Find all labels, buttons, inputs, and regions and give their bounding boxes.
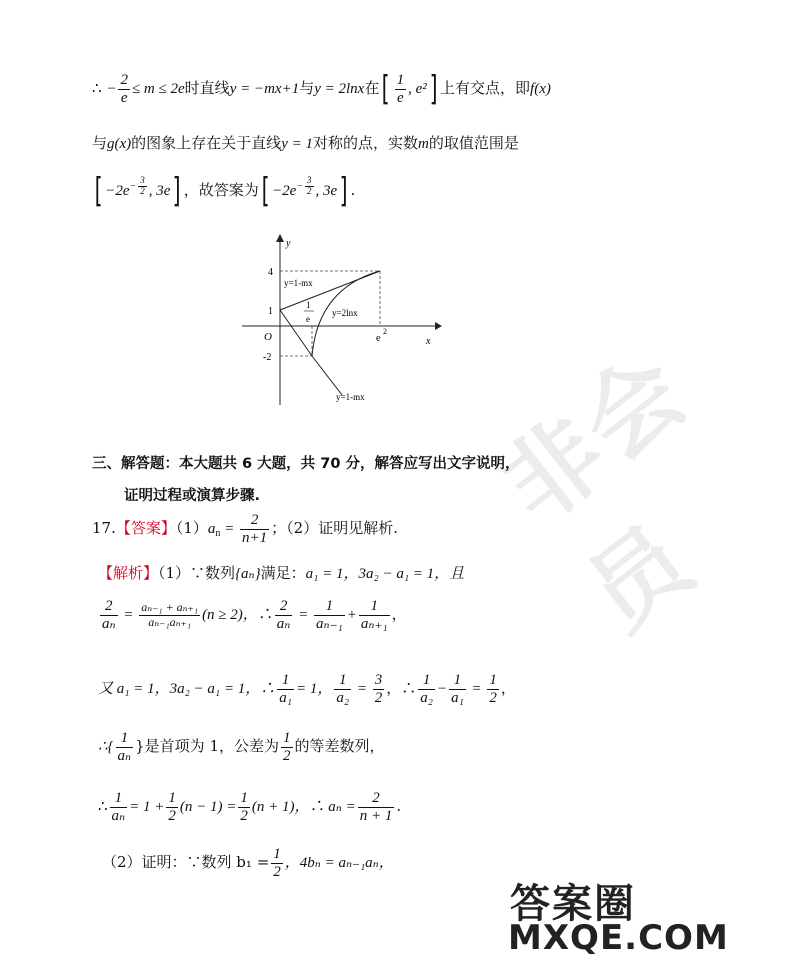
function-graph (230, 230, 450, 410)
site-logo (506, 872, 729, 964)
section-heading: 三、解答题：本大题共 6 大题，共 70 分，解答应写出文字说明， (92, 456, 520, 472)
analysis-line-5: ∴ $\frac{1}{\text{aₙ}}$ = 1 + $\frac{1}{2}$ (n − 1) = $\frac{1}{2}$ (n + 1)，∴ aₙ = $\frac{2}{n + 1}$ . (98, 790, 402, 824)
section-heading-cont: 证明过程或演算步骤. (124, 488, 261, 504)
analysis-line-2: $\frac{2}{\text{aₙ}}$ = $\frac{\text{aₙ₋₁ + aₙ₊₁}}{\text{aₙ₋₁aₙ₊₁}}$ (n ≥ 2)，∴ $\frac{2}{\text{aₙ}}$ = $\frac{1}{\text{aₙ₋₁}}$ + $\frac{1}{\text{aₙ₊₁}}$ ， (102, 598, 407, 632)
svg-text:y: y (286, 238, 291, 249)
svg-text:2: 2 (383, 327, 387, 336)
intro-line-3: [ $-2e^{- \frac{3}{2}}$ , 3e] ，故答案为[ $-2e^{- \frac{3}{2}}$ , 3e] . (94, 171, 356, 211)
answer-tag: 【答案】 (115, 519, 176, 537)
svg-text:e: e (376, 333, 381, 344)
analysis-line-4: ∴{ $\frac{1}{\text{aₙ}}$ }是首项为 1，公差为 $\frac{1}{2}$ 的等差数列， (98, 730, 385, 764)
logo-text: 答案圈 (510, 881, 636, 927)
svg-text:y=2lnx: y=2lnx (332, 308, 358, 318)
q17-answer: 17.【答案】$(1)a_n$ = $\frac{2}{n+1}$ ；（2）证明见解析. (92, 512, 398, 546)
svg-text:1: 1 (268, 306, 273, 317)
svg-text:1: 1 (306, 300, 311, 310)
analysis-line-6: （2）证明：∵数列 b₁ = $\frac{1}{2}$ ，4bₙ = aₙ₋₁aₙ， (102, 846, 394, 880)
analysis-line-3: 又 a₁ = 1，3a₂ − a₁ = 1，∴ $\frac{1}{\text{a₁}}$ = 1， $\frac{1}{\text{a₂}}$ = $\frac{3}{2}$ ，∴ $\frac{1}{\text{a₂}}$ − $\frac{1}{\text{a₁}}$ = $\frac{1}{2}$ ， (98, 672, 516, 706)
svg-text:y=1-mx: y=1-mx (284, 278, 313, 288)
diagonal-watermark: 非会员 (482, 332, 715, 652)
analysis-tag: 【解析】 (98, 564, 159, 582)
svg-text:y=1-mx: y=1-mx (336, 392, 365, 402)
svg-text:O: O (264, 331, 272, 343)
intro-line-1: ∴ − $\frac{2}{e}$ ≤ m ≤ 2e时直线y = −mx+1与y = 2lnx在[ $\frac{1}{e}$ , e²] 上有交点，即f(x) (92, 69, 551, 109)
svg-text:4: 4 (268, 267, 273, 278)
svg-text:-2: -2 (263, 352, 272, 363)
svg-text:e: e (306, 314, 310, 324)
logo-site: MXQE.COM (508, 918, 729, 958)
intro-line-2: 与g(x)的图象上存在关于直线y = 1对称的点，实数m的取值范围是 (92, 134, 519, 152)
analysis-line-1: 【解析】（1）∵数列{aₙ}满足：a₁ = 1，3a₂ − a₁ = 1，且 (98, 564, 465, 582)
svg-text:x: x (426, 336, 431, 347)
